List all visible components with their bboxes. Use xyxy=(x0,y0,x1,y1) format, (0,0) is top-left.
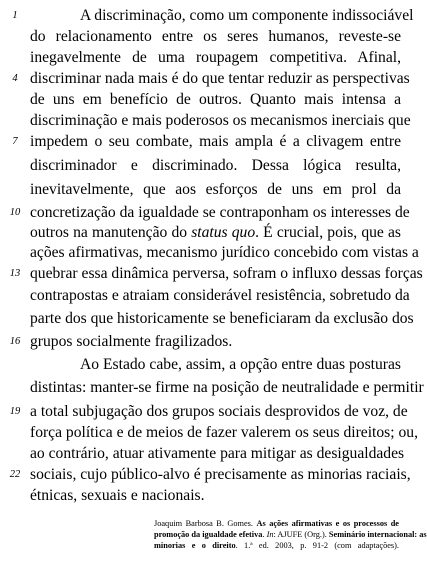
reference-publication: Seminário internacional: as xyxy=(328,530,427,539)
paragraph-line: concretização da igualdade se contraponham os interesses de xyxy=(30,204,410,221)
paragraph-line: inevitavelmente, que aos esforços de uns em prol da xyxy=(30,181,401,198)
paragraph-line: contrapostas e atraiam considerável resistência, sobretudo da xyxy=(30,287,410,304)
status-quo-text: status quo xyxy=(191,224,256,241)
paragraph-line: étnicas, sexuais e nacionais. xyxy=(30,487,205,504)
paragraph-line: Ao Estado cabe, assim, a opção entre duas posturas xyxy=(80,356,401,373)
paragraph-line-start: outros na manutenção do xyxy=(30,224,192,241)
line-number: 16 xyxy=(9,336,21,347)
reference-source: : AJUFE (Org.). xyxy=(273,530,329,539)
paragraph-line: ao contrário, atuar ativamente para mitigar as desigualdades xyxy=(30,445,405,462)
paragraph-line: discriminador e discriminado. Dessa lógica resulta, xyxy=(30,157,401,174)
reference-title-continued: promoção da igualdade efetiva xyxy=(154,530,263,539)
reference-author: Joaquim Barbosa B. Gomes. xyxy=(154,519,257,528)
paragraph-line: A discriminação, como um componente indissociável xyxy=(80,7,414,24)
paragraph-line: discriminar nada mais é do que tentar reduzir as perspectivas xyxy=(30,70,410,87)
paragraph-line: sociais, cujo público-alvo é precisamente as minorias raciais, xyxy=(30,466,411,483)
reference-publication-continued: minorias e o direito xyxy=(154,541,236,550)
paragraph-line: discriminação e mais poderosos os mecanismos inerciais que xyxy=(30,112,411,129)
paragraph-line: quebrar essa dinâmica perversa, sofram o influxo dessas forças xyxy=(30,265,423,282)
line-number: 10 xyxy=(9,207,21,218)
paragraph-line: impedem o seu combate, mais ampla é a clivagem entre xyxy=(30,133,401,150)
paragraph-line: parte dos que historicamente se beneficiaram da exclusão dos xyxy=(30,310,414,327)
line-number: 13 xyxy=(9,268,21,279)
line-number: 19 xyxy=(9,406,21,417)
reference-line xyxy=(154,529,427,540)
paragraph-line: grupos socialmente fragilizados. xyxy=(30,333,233,350)
paragraph-line: do relacionamento entre os seres humanos, reveste-se xyxy=(30,28,401,45)
paragraph-line: ações afirmativas, mecanismo jurídico concebido com vistas a xyxy=(30,244,419,261)
reference-in: In xyxy=(266,530,274,539)
paragraph-line: de uns em benefício de outros. Quanto mais intensa a xyxy=(30,91,401,108)
reference-title: As ações afirmativas e os processos de xyxy=(256,519,399,528)
reference-details: . 1.ª ed. 2003, p. 91-2 (com adaptações). xyxy=(235,541,399,550)
reference-line xyxy=(154,540,399,551)
paragraph-line: distintas: manter-se firme na posição de neutralidade e permitir xyxy=(30,379,424,396)
paragraph-line: força política e de meios de fazer valerem os seus direitos; ou, xyxy=(30,424,418,441)
reference-separator: . xyxy=(262,530,267,539)
paragraph-line: inegavelmente de uma roupagem competitiva. Afinal, xyxy=(30,49,401,66)
reference-line xyxy=(154,518,399,529)
paragraph-line-end: . É crucial, pois, que as xyxy=(255,224,401,241)
paragraph-line: a total subjugação dos grupos sociais desprovidos de voz, de xyxy=(30,403,408,420)
line-number: 7 xyxy=(12,136,18,147)
line-number: 22 xyxy=(9,469,21,480)
line-number: 1 xyxy=(12,10,18,21)
line-number: 4 xyxy=(12,73,18,84)
